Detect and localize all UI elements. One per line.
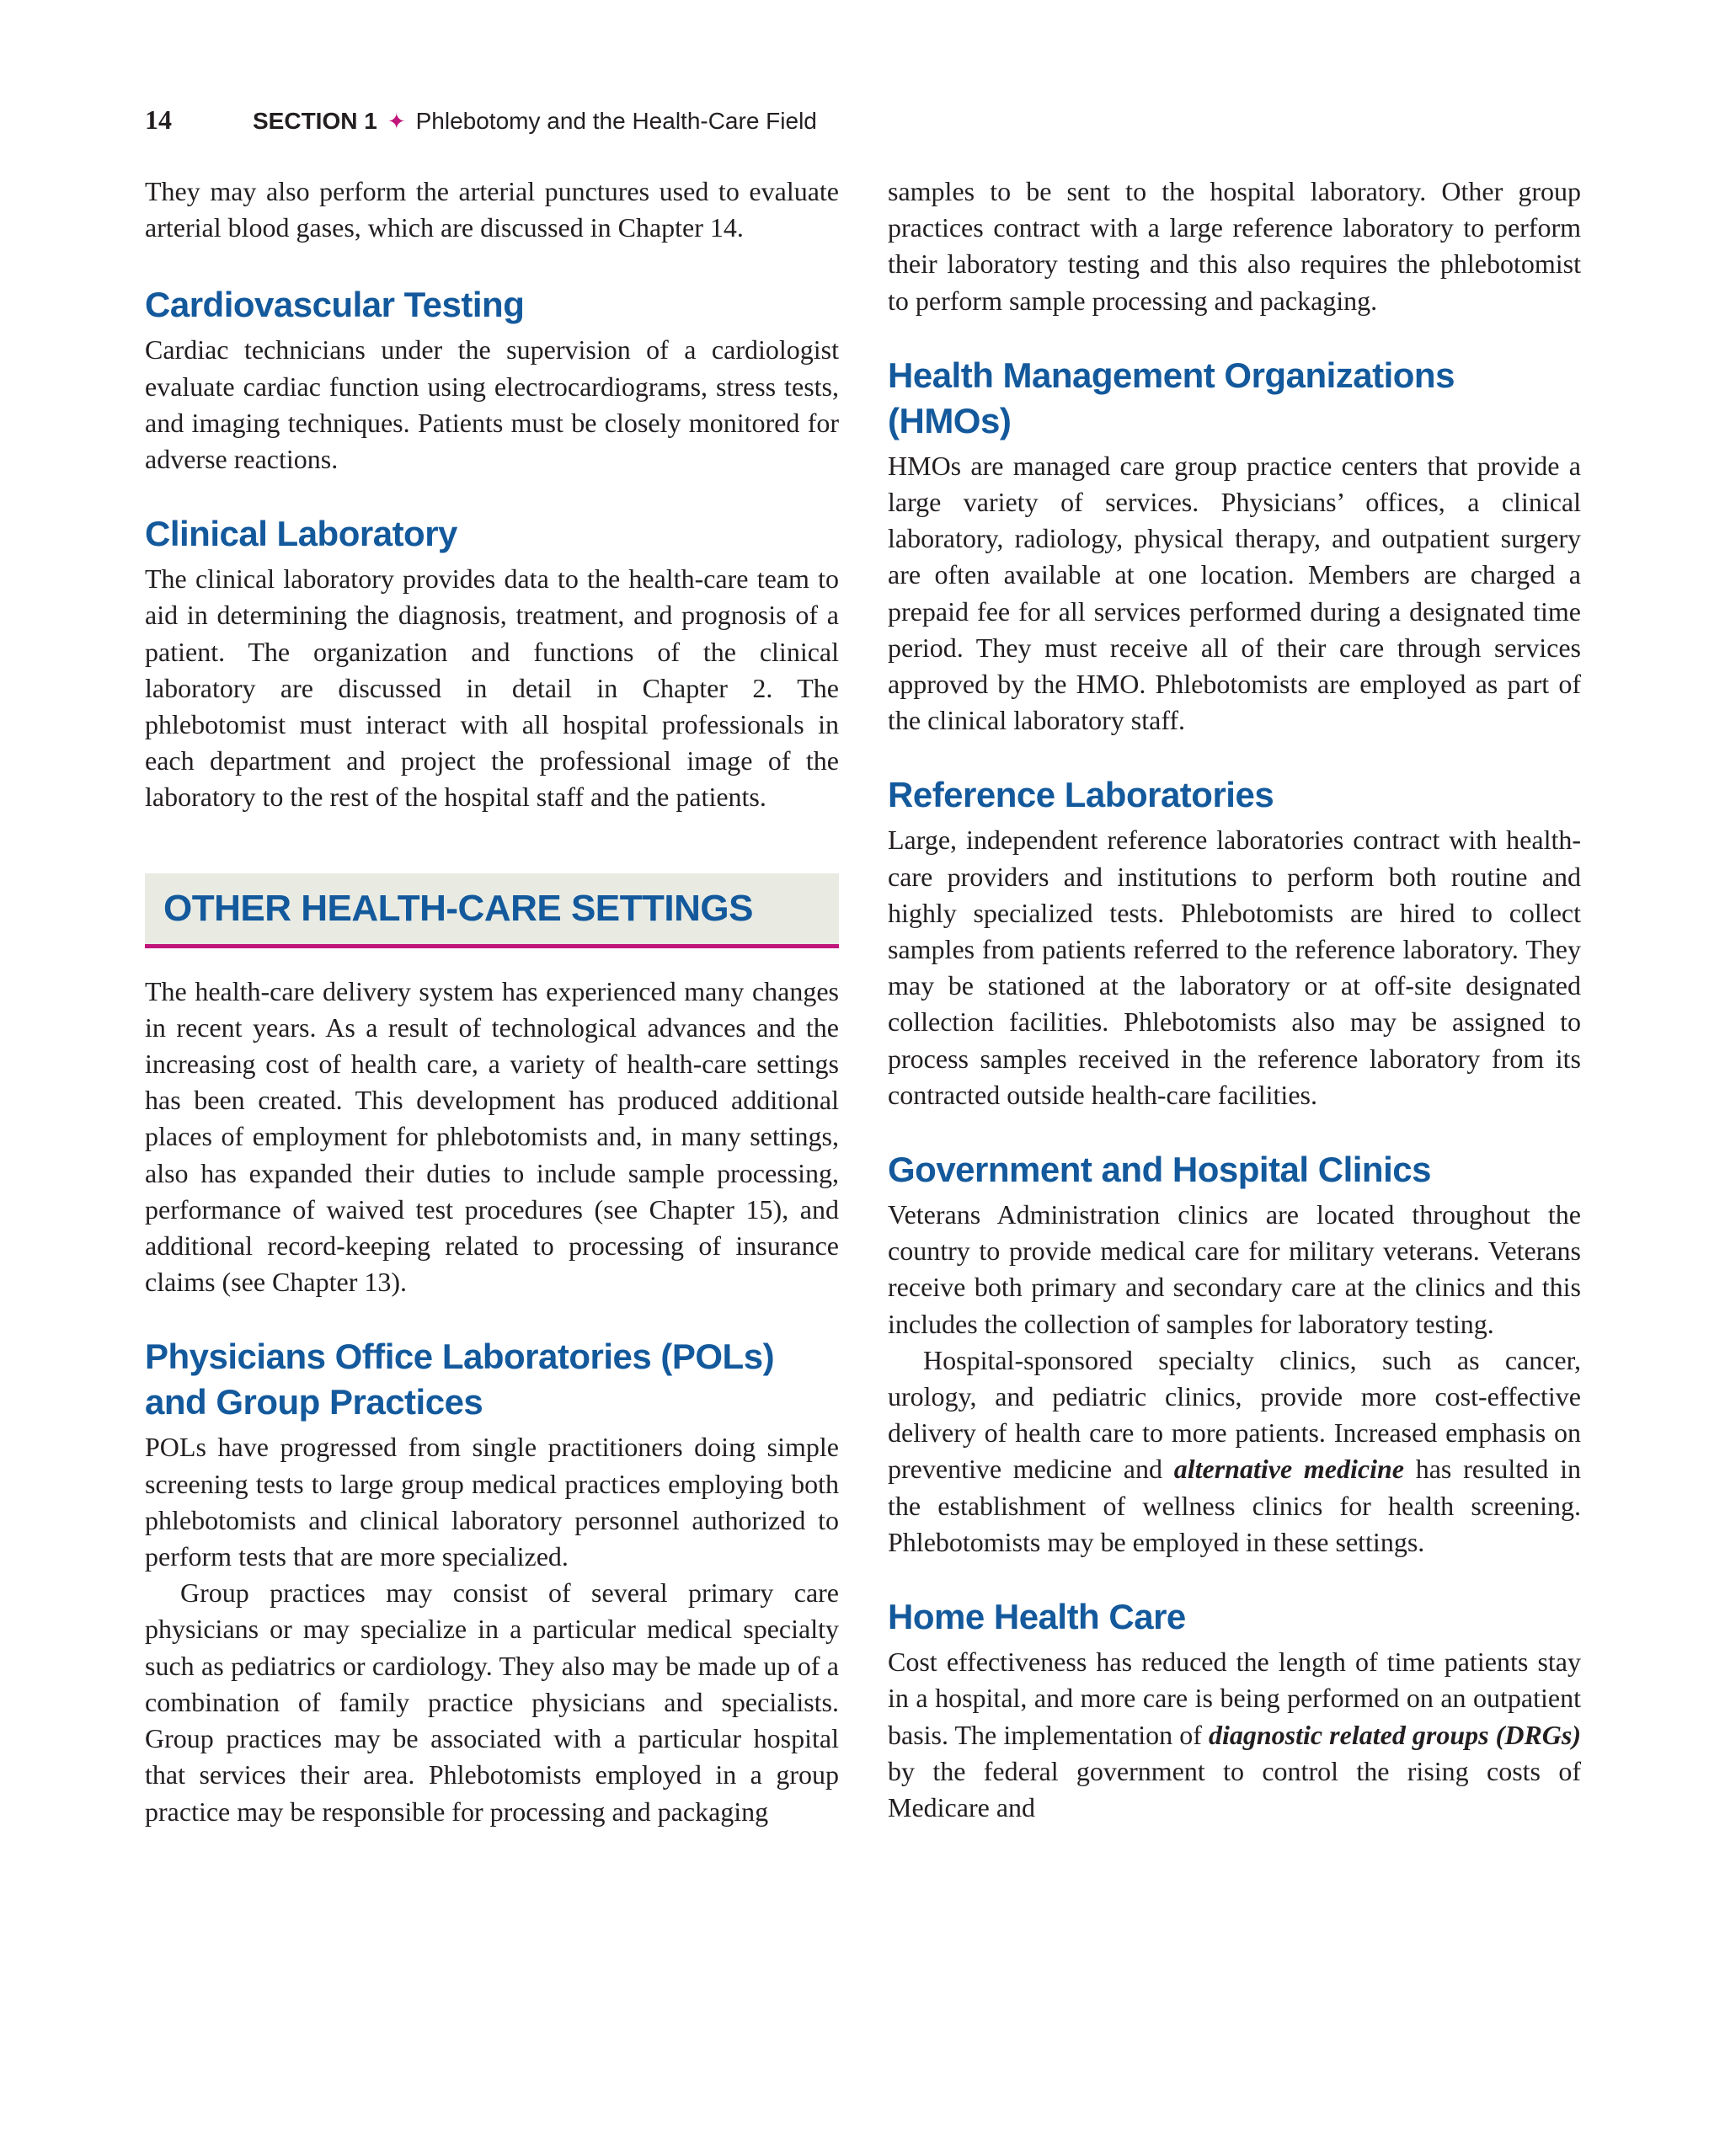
pols-heading bbox=[145, 1334, 839, 1425]
diamond-icon: ✦ bbox=[387, 109, 406, 135]
pols-paragraph-2: Group practices may consist of several primary care physicians or may specialize in a particular medical specialty such as pediatrics or cardiology. They also may be made up of a combination of family practice physicians and specialists. Group practices may be associated with a particular hospital that services their area. Phlebotomists employed in a group practice may be responsible for processing and packaging bbox=[145, 1577, 839, 1827]
home-health-heading: Home Health Care bbox=[888, 1597, 1186, 1637]
hmo-paragraph: HMOs are managed care group practice centers that provide a large variety of services. Physicians’ offices, a clinical laboratory, radiology, physical therapy, and outpatient surgery are often available at one location. Members are charged a prepaid fee for all services performed during a designated time period. They must receive all of their care through services approved by the HMO. Phlebotomists are employed as part of the clinical laboratory staff. bbox=[888, 450, 1581, 736]
clinical-lab-heading: Clinical Laboratory bbox=[145, 514, 457, 554]
running-head bbox=[145, 104, 817, 138]
key-term-alternative-medicine: alternative medicine bbox=[1173, 1454, 1404, 1485]
page-number: 14 bbox=[145, 104, 172, 135]
section-band bbox=[145, 873, 839, 948]
clinical-lab-paragraph: The clinical laboratory provides data to the health-care team to aid in determining the diagnosis, treatment, and prognosis of a patient. The organization and functions of the clinical laboratory are discussed in detail in Chapter 2. The phlebotomist must interact with all hospital professionals in each department and project the professional image of the laboratory to the rest of the hospital staff and the patients. bbox=[145, 563, 839, 813]
home-health-paragraph: Cost effectiveness has reduced the length of time patients stay in a hospital, and more care is being performed on an outpatient basis. The implementation of diagnostic related groups (DRGs) by the federal government to control the rising costs of Medicare and bbox=[888, 1646, 1582, 1822]
right-column bbox=[888, 173, 1581, 1826]
section-label: SECTION 1 bbox=[253, 108, 377, 134]
hmo-heading bbox=[888, 353, 1581, 444]
pols-heading-line1: Physicians Office Laboratories (POLs) bbox=[145, 1337, 775, 1377]
left-column bbox=[145, 173, 839, 1830]
hmo-heading-line2: (HMOs) bbox=[888, 400, 1012, 440]
continuation-paragraph: samples to be sent to the hospital laboratory. Other group practices contract with a large reference laboratory to perform their laboratory testing and this also requires the phlebotomist to perform sample processing and packaging. bbox=[888, 176, 1581, 316]
pols-heading-line2: and Group Practices bbox=[145, 1382, 483, 1422]
hmo-heading-line1: Health Management Organizations bbox=[888, 355, 1455, 395]
intro-paragraph: They may also perform the arterial punctures used to evaluate arterial blood gases, which are discussed in Chapter 14. bbox=[145, 176, 839, 243]
reference-labs-paragraph: Large, independent reference laboratories contract with health-care providers and institutions to perform both routine and highly specialized tests. Phlebotomists are hired to collect samples from patients referred to the reference laboratory. They may be stationed at the laboratory or at off-site designated collection facilities. Phlebotomists also may be assigned to process samples received in the reference laboratory from its contracted outside health-care facilities. bbox=[888, 825, 1581, 1110]
cardiovascular-paragraph: Cardiac technicians under the supervision of a cardiologist evaluate cardiac function using electrocardiograms, stress tests, and imaging techniques. Patients must be closely monitored for adverse reactions. bbox=[145, 334, 839, 475]
reference-labs-heading: Reference Laboratories bbox=[888, 775, 1274, 815]
pols-paragraph-1: POLs have progressed from single practitioners doing simple screening tests to large group medical practices employing both phlebotomists and clinical laboratory personnel authorized to perform tests that are more specialized. bbox=[145, 1432, 839, 1572]
key-term-drgs: diagnostic related groups (DRGs) bbox=[1208, 1719, 1582, 1750]
cardiovascular-heading: Cardiovascular Testing bbox=[145, 285, 525, 325]
gov-clinics-paragraph-2: Hospital-sponsored specialty clinics, such as cancer, urology, and pediatric clinics, provide more cost-effective delivery of health care to more patients. Increased emphasis on preventive medicine and alternative medicine has resulted in the establishment of wellness clinics for health screening. Phlebotomists may be employed in these settings. bbox=[888, 1344, 1582, 1557]
section-title: Phlebotomy and the Health-Care Field bbox=[415, 108, 817, 134]
gov-clinics-heading: Government and Hospital Clinics bbox=[888, 1150, 1431, 1190]
gov-clinics-paragraph-1: Veterans Administration clinics are located throughout the country to provide medical care for military veterans. Veterans receive both primary and secondary care at the clinics and this includes the collection of samples for laboratory testing. bbox=[888, 1199, 1581, 1339]
other-settings-heading: OTHER HEALTH-CARE SETTINGS bbox=[163, 887, 753, 929]
other-settings-paragraph: The health-care delivery system has experienced many changes in recent years. As a result of technological advances and the increasing cost of health care, a variety of health-care settings has been created. This development has produced additional places of employment for phlebotomists and, in many settings, also has expanded their duties to include sample processing, performance of waived test procedures (see Chapter 15), and additional record-keeping related to processing of insurance claims (see Chapter 13). bbox=[145, 975, 839, 1298]
